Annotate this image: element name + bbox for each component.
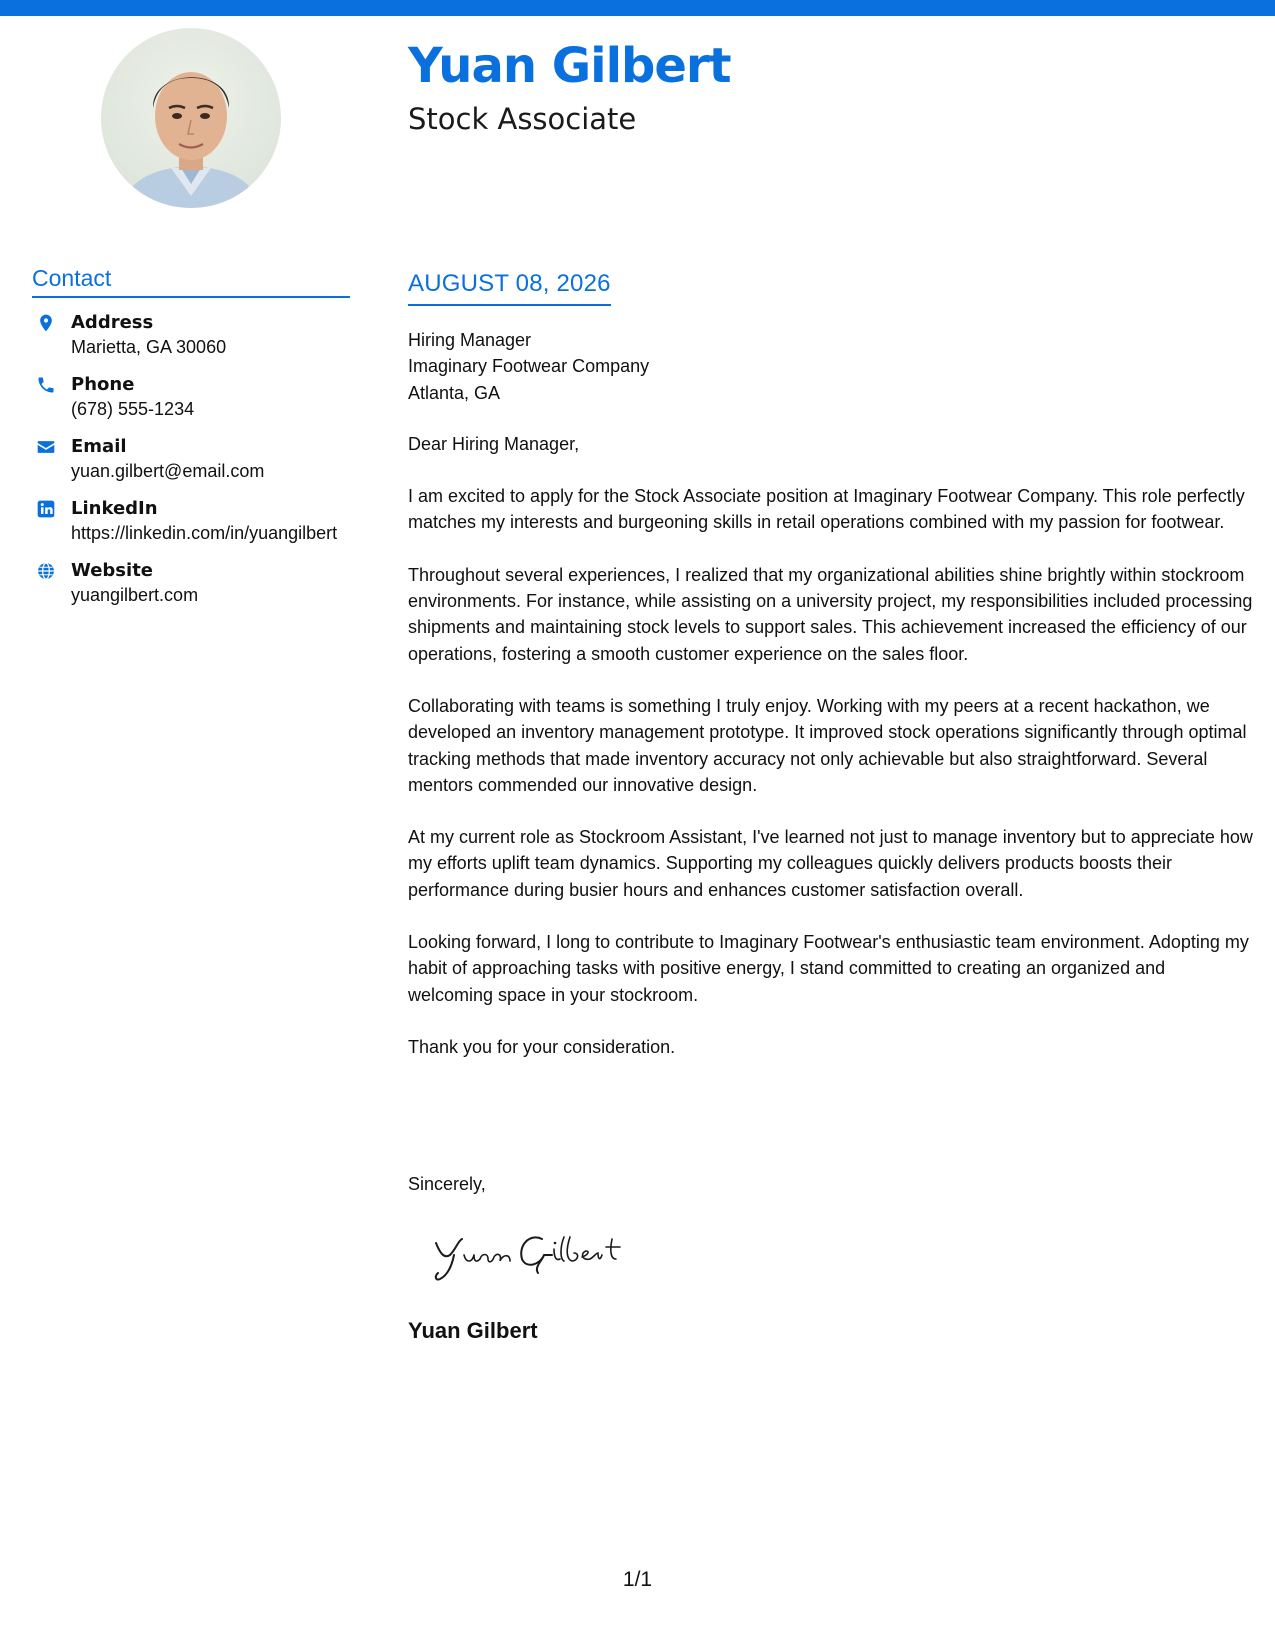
greeting: Dear Hiring Manager, <box>408 433 580 454</box>
body-paragraph: At my current role as Stockroom Assistant, I've learned not just to manage inventory but to appreciate how my efforts uplift team dynamics. Supporting my colleagues quickly delivers products boosts their performance during busier hours and enhances customer satisfaction overall. <box>408 827 1253 900</box>
job-title: Stock Associate <box>408 102 637 136</box>
contact-label: Website <box>71 560 154 581</box>
profile-photo <box>101 28 281 208</box>
contact-value[interactable]: yuangilbert.com <box>71 585 199 605</box>
avatar <box>101 28 281 208</box>
contact-label: Address <box>71 312 154 333</box>
recipient-line: Imaginary Footwear Company <box>408 356 650 377</box>
letter-body <box>408 327 1253 1060</box>
contact-item-linkedin <box>32 496 352 546</box>
body-paragraph: I am excited to apply for the Stock Associate position at Imaginary Footwear Company. This role perfectly matches my interests and burgeoning skills in retail operations combined with my passion for footwear. <box>408 486 1245 533</box>
map-pin-icon <box>36 313 56 333</box>
signer-name: Yuan Gilbert <box>408 1318 538 1343</box>
body-paragraph: Collaborating with teams is something I truly enjoy. Working with my peers at a recent hackathon, we developed an inventory management prototype. It improved stock operations significantly through optimal tracking methods that made inventory accuracy not only achievable but also straightforward. Several mentors commended our innovative design. <box>408 695 1247 795</box>
contact-value: (678) 555-1234 <box>71 399 195 419</box>
contact-heading: Contact <box>32 265 350 298</box>
body-paragraph: Thank you for your consideration. <box>408 1036 676 1057</box>
recipient-line: Atlanta, GA <box>408 382 501 403</box>
body-paragraph: Looking forward, I long to contribute to Imaginary Footwear's enthusiastic team environment. Adopting my habit of approaching tasks with positive energy, I stand committed to creating an organized and welcoming space in your stockroom. <box>408 932 1249 1005</box>
contact-value: yuan.gilbert@email.com <box>71 461 265 481</box>
page-number: 1/1 <box>622 1568 653 1591</box>
contact-label: LinkedIn <box>71 498 158 519</box>
recipient-block <box>408 327 1253 406</box>
letter-date: AUGUST 08, 2026 <box>408 270 611 306</box>
contact-item-address <box>32 310 352 360</box>
globe-icon <box>36 561 56 581</box>
top-accent-bar <box>0 0 1275 16</box>
contact-label: Phone <box>71 374 135 395</box>
handwritten-signature <box>430 1225 650 1285</box>
contact-item-website <box>32 558 352 608</box>
phone-icon <box>36 375 56 395</box>
contact-item-email <box>32 434 352 484</box>
contact-item-phone <box>32 372 352 422</box>
linkedin-icon <box>36 499 56 519</box>
contact-value[interactable]: https://linkedin.com/in/yuangilbert <box>71 523 338 543</box>
envelope-icon <box>36 437 56 457</box>
contact-label: Email <box>71 436 127 457</box>
applicant-name: Yuan Gilbert <box>408 38 731 94</box>
contact-value: Marietta, GA 30060 <box>71 337 227 357</box>
body-paragraph: Throughout several experiences, I realized that my organizational abilities shine brightly within stockroom environments. For instance, while assisting on a university project, my responsibilities included processing shipments and maintaining stock levels to support sales. This achievement increased the efficiency of our operations, fostering a smooth customer experience on the sales floor. <box>408 564 1253 664</box>
recipient-line: Hiring Manager <box>408 330 532 350</box>
closing: Sincerely, <box>408 1174 486 1194</box>
contact-list <box>32 310 352 620</box>
